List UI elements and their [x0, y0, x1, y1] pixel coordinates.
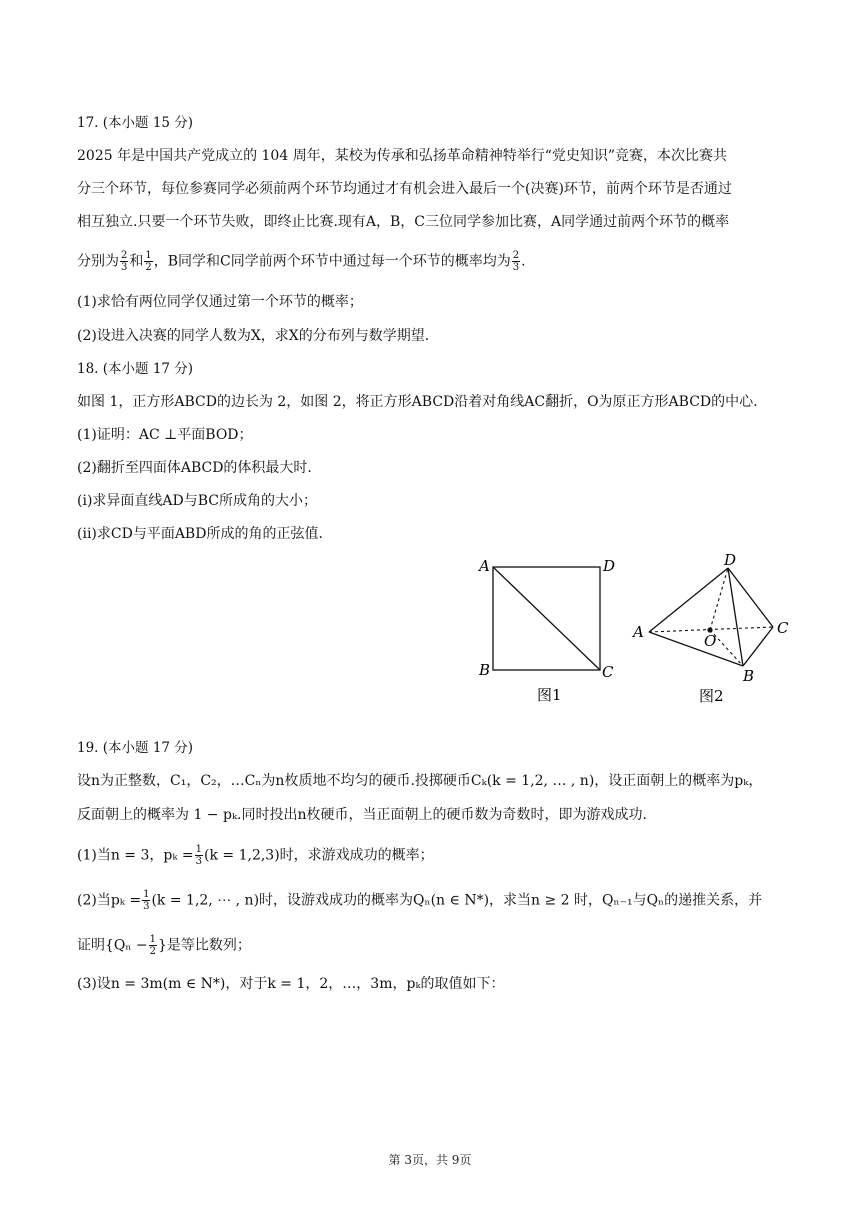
- problem-18-header: 18. (本小题 17 分): [77, 361, 194, 377]
- q1-text-a: (1)当n = 3，pₖ =: [77, 847, 194, 864]
- figure-2-tetrahedron: [625, 546, 800, 712]
- fraction-denominator: 3: [121, 262, 128, 273]
- fraction-numerator: 1: [143, 889, 150, 900]
- problem-17-intro-line3: 相互独立.只要一个环节失败，即终止比赛.现有A，B，C三位同学参加比赛，A同学通过前两个环节的概率: [77, 214, 730, 230]
- fraction-denominator: 2: [145, 262, 152, 273]
- problem-18-intro: 如图 1，正方形ABCD的边长为 2，如图 2，将正方形ABCD沿着对角线AC翻折，O为原正方形ABCD的中心.: [77, 394, 758, 410]
- fraction-one-third: [195, 844, 203, 867]
- problem-18-question-1: (1)证明：AC ⊥平面BOD；: [77, 427, 253, 443]
- fraction-one-half: [144, 250, 152, 273]
- segment-od-dashed: [710, 568, 728, 630]
- fraction-denominator: 2: [149, 946, 156, 957]
- fig2-label-d: D: [724, 551, 737, 569]
- fig1-label-b: B: [479, 661, 491, 679]
- fraction-one-third-b: [142, 889, 150, 912]
- fraction-numerator: 1: [149, 934, 156, 945]
- problem-19-question-1: [77, 844, 434, 867]
- edge-db: [728, 568, 743, 666]
- problem-19-question-2: [77, 889, 762, 912]
- figure-1-caption: 图1: [537, 686, 562, 704]
- problem-17-intro-line4: [77, 250, 526, 273]
- fraction-numerator: 2: [512, 250, 520, 261]
- problem-17-question-1: (1)求恰有两位同学仅通过第一个环节的概率；: [77, 294, 363, 310]
- figure-1-square: [470, 552, 630, 712]
- fig1-label-c: C: [602, 663, 614, 681]
- fraction-numerator: 2: [121, 250, 128, 261]
- line4-text-a: 分别为: [77, 253, 119, 270]
- edge-ab: [649, 632, 743, 666]
- line4-end: .: [521, 253, 526, 270]
- problem-17-question-2: (2)设进入决赛的同学人数为X，求X的分布列与数学期望.: [77, 328, 430, 344]
- fraction-denominator: 3: [512, 262, 520, 273]
- fraction-denominator: 3: [195, 856, 203, 867]
- diagonal-ac: [493, 567, 600, 670]
- problem-17-intro-line2: 分三个环节，每位参赛同学必须前两个环节均通过才有机会进入最后一个(决赛)环节，前两个环节是否通过: [77, 181, 732, 197]
- fraction-numerator: 1: [145, 250, 152, 261]
- fig2-label-b: B: [743, 667, 755, 685]
- fig2-label-o: O: [704, 632, 717, 650]
- fraction-two-thirds-b: [512, 250, 520, 273]
- figure-2-caption: 图2: [699, 687, 724, 705]
- edge-dc: [728, 568, 773, 627]
- line4-text-b: ，B同学和C同学前两个环节中通过每一个环节的概率均为: [153, 253, 511, 270]
- problem-19-line-2: 反面朝上的概率为 1 − pₖ.同时投出n枚硬币，当正面朝上的硬币数为奇数时，即为游戏成功.: [77, 807, 647, 823]
- page-footer: 第 3页，共 9页: [388, 1153, 472, 1167]
- fraction-one-half-b: [149, 934, 157, 957]
- fig1-label-a: A: [479, 557, 490, 575]
- q2-text-b: (k = 1,2, ⋯ , n)时，设游戏成功的概率为Qₙ(n ∈ N*)，求当n ≥ 2 时，Qₙ₋₁与Qₙ的递推关系，并: [151, 892, 763, 909]
- q2-text-d: }是等比数列；: [158, 937, 251, 954]
- problem-18-question-2i: (i)求异面直线AD与BC所成角的大小；: [77, 493, 317, 509]
- edge-ad: [649, 568, 728, 632]
- q2-text-a: (2)当pₖ =: [77, 892, 142, 909]
- problem-17-intro-line1: 2025 年是中国共产党成立的 104 周年，某校为传承和弘扬革命精神特举行“党史知识”竞赛，本次比赛共: [77, 148, 728, 164]
- q1-text-b: (k = 1,2,3)时，求游戏成功的概率；: [204, 847, 434, 864]
- fig2-label-a: A: [633, 623, 644, 641]
- line4-and: 和: [129, 253, 144, 270]
- fig2-label-c: C: [777, 619, 789, 637]
- problem-19-question-3: (3)设n = 3m(m ∈ N*)，对于k = 1，2，…，3m，pₖ的取值如下：: [77, 976, 505, 992]
- problem-18-question-2ii: (ii)求CD与平面ABD所成的角的正弦值.: [77, 526, 323, 542]
- q2-text-c: 证明{Qₙ −: [77, 937, 148, 954]
- problem-19-line-1: 设n为正整数，C₁，C₂，…Cₙ为n枚质地不均匀的硬币.投掷硬币Cₖ(k = 1,2, … , n)，设正面朝上的概率为pₖ，: [77, 773, 763, 789]
- problem-18-question-2: (2)翻折至四面体ABCD的体积最大时.: [77, 460, 312, 476]
- fraction-denominator: 3: [143, 901, 150, 912]
- problem-17-header: 17. (本小题 15 分): [77, 115, 194, 131]
- fraction-two-thirds: [120, 250, 128, 273]
- problem-19-header: 19. (本小题 17 分): [77, 740, 194, 756]
- problem-19-question-2-continued: [77, 934, 251, 957]
- fig1-label-d: D: [603, 557, 616, 575]
- edge-bc: [743, 627, 773, 666]
- fraction-numerator: 1: [195, 844, 203, 855]
